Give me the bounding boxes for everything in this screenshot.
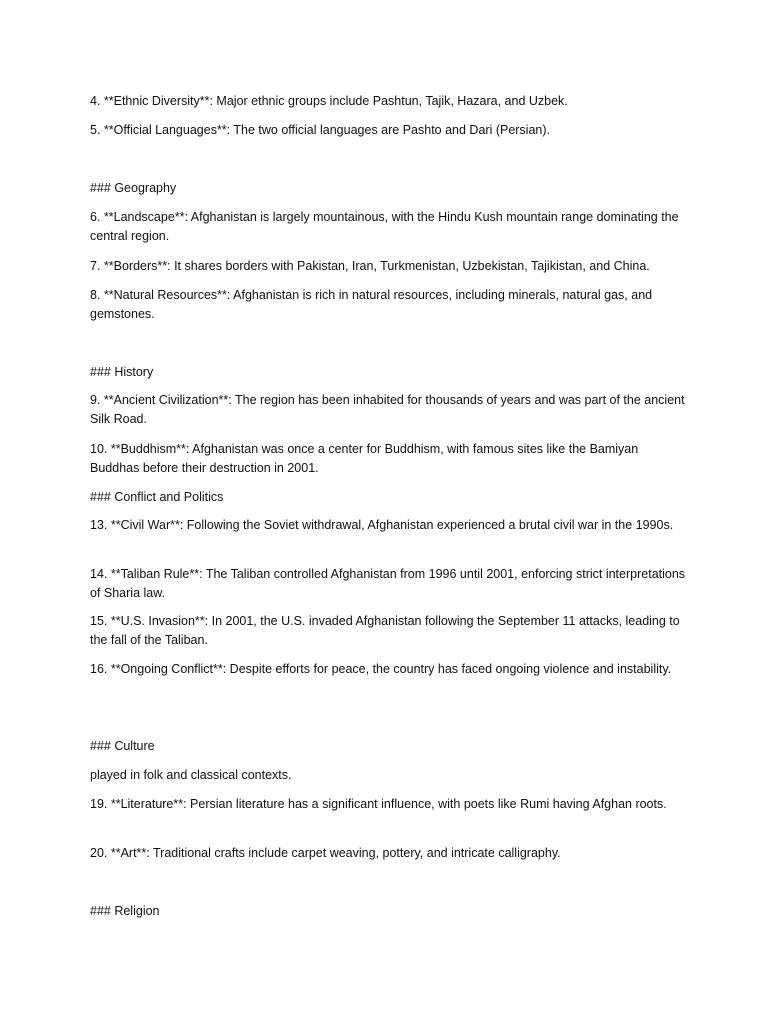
heading-history: ### History bbox=[90, 365, 154, 379]
paragraph-art: 20. **Art**: Traditional crafts include carpet weaving, pottery, and intricate calligraphy. bbox=[90, 846, 561, 860]
heading-culture: ### Culture bbox=[90, 739, 155, 753]
paragraph-landscape: 6. **Landscape**: Afghanistan is largely mountainous, with the Hindu Kush mountain range dominating the central region. bbox=[90, 210, 683, 243]
paragraph-ongoing-conflict: 16. **Ongoing Conflict**: Despite efforts for peace, the country has faced ongoing violence and instability. bbox=[90, 662, 672, 676]
heading-geography: ### Geography bbox=[90, 181, 177, 195]
paragraph-natural-resources: 8. **Natural Resources**: Afghanistan is rich in natural resources, including minerals, natural gas, and gemstones. bbox=[90, 288, 656, 321]
heading-conflict-and-politics: ### Conflict and Politics bbox=[90, 490, 224, 504]
paragraph-taliban-rule: 14. **Taliban Rule**: The Taliban controlled Afghanistan from 1996 until 2001, enforcing strict interpretations of Sharia law. bbox=[90, 567, 689, 600]
paragraph-ancient-civilization: 9. **Ancient Civilization**: The region has been inhabited for thousands of years and was part of the ancient Silk Road. bbox=[90, 393, 689, 426]
paragraph-official-languages: 5. **Official Languages**: The two official languages are Pashto and Dari (Persian). bbox=[90, 123, 550, 137]
heading-religion: ### Religion bbox=[90, 904, 160, 918]
paragraph-music-fragment: played in folk and classical contexts. bbox=[90, 768, 292, 782]
paragraph-civil-war: 13. **Civil War**: Following the Soviet withdrawal, Afghanistan experienced a brutal civil war in the 1990s. bbox=[90, 518, 674, 532]
paragraph-borders: 7. **Borders**: It shares borders with Pakistan, Iran, Turkmenistan, Uzbekistan, Tajikistan, and China. bbox=[90, 259, 650, 273]
paragraph-buddhism: 10. **Buddhism**: Afghanistan was once a center for Buddhism, with famous sites like the Bamiyan Buddhas before their destruction in 2001. bbox=[90, 442, 642, 475]
paragraph-literature: 19. **Literature**: Persian literature has a significant influence, with poets like Rumi having Afghan roots. bbox=[90, 797, 667, 811]
paragraph-us-invasion: 15. **U.S. Invasion**: In 2001, the U.S. invaded Afghanistan following the September 11 attacks, leading to the fall of the Taliban. bbox=[90, 614, 684, 647]
paragraph-ethnic-diversity: 4. **Ethnic Diversity**: Major ethnic groups include Pashtun, Tajik, Hazara, and Uzbek. bbox=[90, 94, 568, 108]
